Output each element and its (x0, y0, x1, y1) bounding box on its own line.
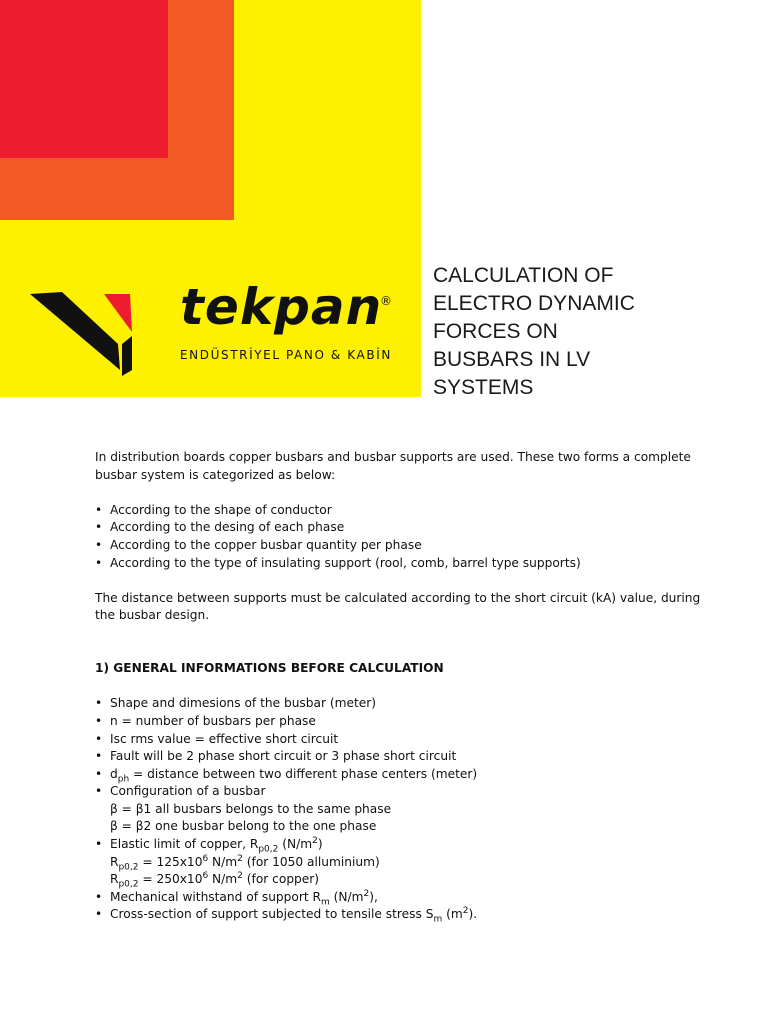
cover-banner (0, 0, 421, 397)
title-line: BUSBARS IN LV (433, 348, 591, 371)
list-item: • Configuration of a busbar (95, 783, 715, 801)
list-item: • n = number of busbars per phase (95, 713, 715, 731)
title-line: SYSTEMS (433, 376, 534, 399)
title-line: FORCES ON (433, 320, 558, 343)
list-item: • According to the type of insulating support (rool, comb, barrel type supports) (95, 555, 715, 573)
list-item: • According to the desing of each phase (95, 519, 715, 537)
category-list (95, 502, 715, 572)
list-item: • $d_{ph}$ = distance between two different phase centers (meter) (95, 766, 715, 784)
registered-mark: ® (380, 294, 392, 308)
title-line: CALCULATION OF (433, 264, 614, 287)
logo-mark-icon (30, 286, 170, 381)
document-title (433, 262, 753, 402)
list-item: • Elastic limit of copper, $R_{p0,2}$ $(N/m^2)$ (95, 836, 715, 854)
section-heading: 1) GENERAL INFORMATIONS BEFORE CALCULATION (95, 661, 444, 676)
distance-paragraph: The distance between supports must be calculated according to the short circuit (kA) value, during the busbar design. (95, 590, 701, 623)
list-item: • According to the copper busbar quantity per phase (95, 537, 715, 555)
list-item: • Cross-section of support subjected to tensile stress $S_m$ $(m^2)$. (95, 906, 715, 924)
list-subitem: $R_{p0,2} = 125x10^6$ $N/m^2$ (for 1050 alluminium) (110, 853, 380, 873)
list-item: • Isc rms value = effective short circuit (95, 731, 715, 749)
list-item: • Shape and dimesions of the busbar (meter) (95, 695, 715, 713)
logo-wordmark: tekpan (180, 278, 383, 336)
list-item: • Mechanical withstand of support $R_m$ $(N/m^2)$, (95, 889, 715, 907)
logo-tagline: ENDÜSTRİYEL PANO & KABİN (180, 348, 392, 362)
tekpan-logo (30, 278, 410, 386)
list-subitem: β = β2 one busbar belong to the one phase (110, 819, 377, 834)
document-body (95, 449, 715, 924)
list-subitem: β = β1 all busbars belongs to the same phase (110, 801, 392, 816)
intro-paragraph: In distribution boards copper busbars and busbar supports are used. These two forms a complete busbar system is categorized as below: (95, 450, 691, 482)
red-square (0, 0, 168, 158)
list-item: • Fault will be 2 phase short circuit or 3 phase short circuit (95, 748, 715, 766)
list-subitem: $R_{p0,2} = 250x10^6$ $N/m^2$ (for copper) (110, 871, 320, 890)
title-line: ELECTRO DYNAMIC (433, 292, 635, 315)
list-item: • According to the shape of conductor (95, 502, 715, 520)
general-info-list (95, 695, 715, 924)
